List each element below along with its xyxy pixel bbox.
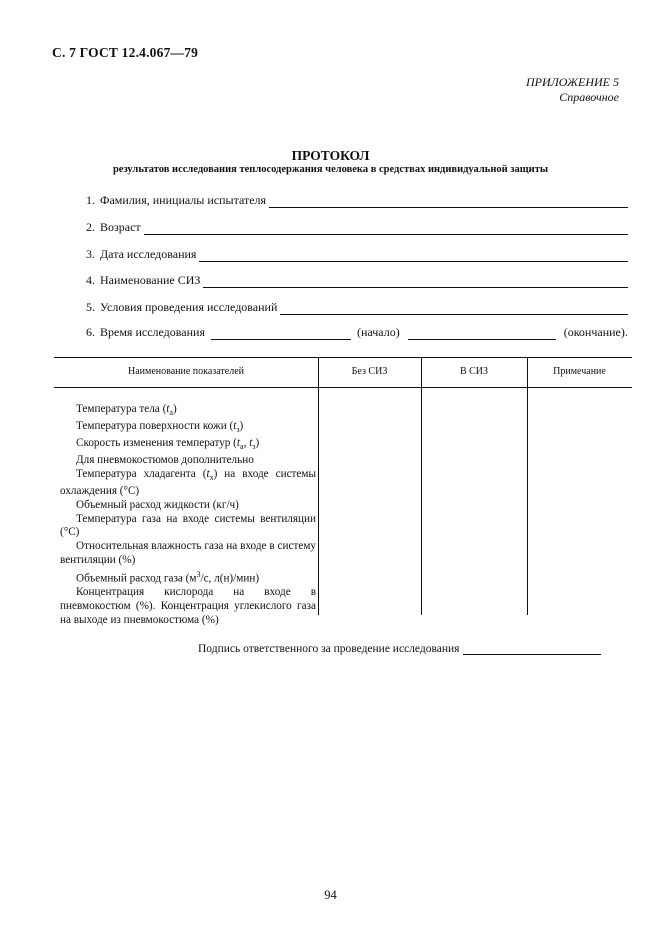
field-label: Наименование СИЗ [100,273,201,287]
appendix-title: ПРИЛОЖЕНИЕ 5 [526,75,619,89]
field-tester-name [86,192,628,208]
table-row: Температура тела $(t_а)$ [76,403,177,418]
field-ppe-name [86,272,628,288]
field-number: 6. [86,325,95,339]
appendix-status: Справочное [559,90,619,104]
appendix-label [526,75,619,105]
table-row: Для пневмокостюмов дополнительно [76,454,254,467]
document-subtitle: результатов исследования теплосодержания человека в средствах индивидуальной защиты [112,164,549,175]
field-number: 4. [86,273,95,287]
table-row: Объемный расход жидкости (кг/ч) [76,498,239,511]
document-title: ПРОТОКОЛ [291,148,370,163]
field-label: Возраст [100,220,141,234]
fill-line[interactable] [280,304,628,315]
fill-line[interactable] [144,224,628,235]
column-header-with-ppe: В СИЗ [459,366,489,377]
table-row: Температура хладагента $(t_х)$ на входе системы охлаждения (°С) [60,467,316,497]
field-label: Фамилия, инициалы испытателя [100,193,267,207]
field-label: Условия проведения исследований [100,300,278,314]
field-age [86,219,628,235]
column-divider [318,358,319,615]
fill-line[interactable] [203,277,628,288]
table-row: Концентрация кислорода на входе в пневмокостюм (%). Концентрация углекислого газа на выходе из пневмокостюма (%) [60,586,316,626]
time-end-label: (окончание). [563,325,628,339]
column-divider [527,358,528,615]
signature-line [198,643,601,655]
field-number: 3. [86,247,95,261]
field-time [86,325,632,340]
time-start-label: (начало) [356,325,400,339]
fill-line-end[interactable] [408,329,556,340]
field-conditions [86,299,628,315]
table-row: Температура газа на входе системы вентиляции (°С) [60,512,316,539]
fill-line[interactable] [199,251,628,262]
table-top-rule [54,357,632,358]
table-row: Объемный расход газа ($м^3/с$, л(н)/мин) [76,569,260,585]
column-divider [421,358,422,615]
table-row: Температура поверхности кожи $(t_з)$ [76,420,244,435]
fill-line-start[interactable] [211,329,351,340]
table-row: Скорость изменения температур ($t_а$, $t_з$) [76,437,260,452]
page-header: С. 7 ГОСТ 12.4.067—79 [52,45,199,60]
field-number: 1. [86,193,95,207]
field-label: Время исследования [100,325,205,339]
signature-label: Подпись ответственного за проведение исследования [198,643,460,655]
column-header-without-ppe: Без СИЗ [351,366,388,377]
fill-line[interactable] [269,197,628,208]
field-date [86,246,628,262]
indicator-list [60,403,316,628]
field-number: 2. [86,220,95,234]
table-row: Относительная влажность газа на входе в систему вентиляции (%) [60,540,316,566]
field-number: 5. [86,300,95,314]
field-label: Дата исследования [100,247,197,261]
column-header-indicators: Наименование показателей [127,366,244,377]
signature-fill[interactable] [463,644,601,655]
column-header-note: Примечание [553,366,606,377]
page-number: 94 [324,888,337,902]
table-header-rule [54,387,632,388]
